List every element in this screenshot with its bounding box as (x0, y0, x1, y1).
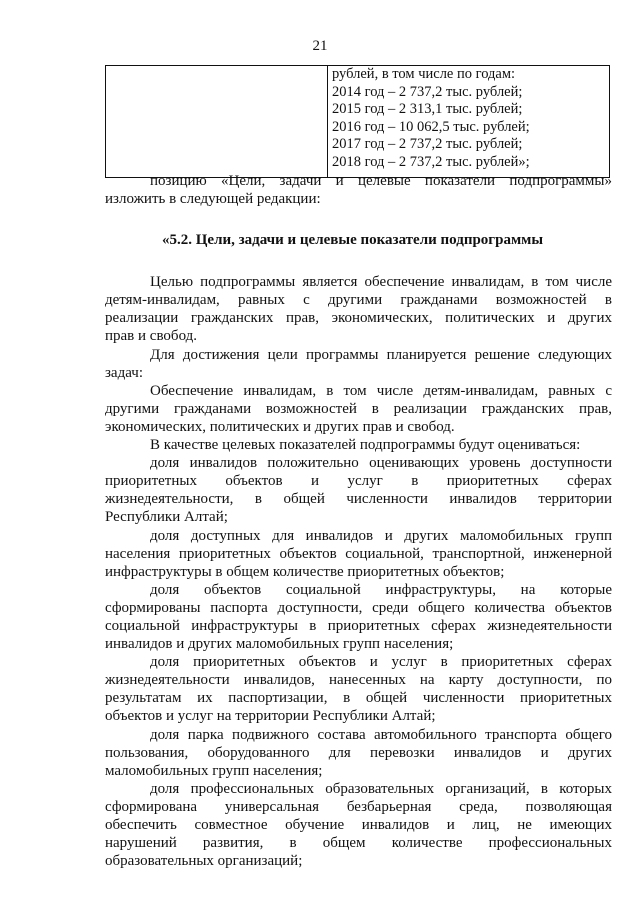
text-line: прав и свобод. (105, 328, 198, 345)
paragraph-goal (105, 273, 612, 345)
indicator-item (105, 780, 612, 870)
text-line: результатам их паспортизации, в общей численности приоритетных (105, 690, 612, 707)
text-line: обеспечить совместное обучение инвалидов и лиц, не имеющих (105, 817, 612, 833)
paragraph-tasks-intro (105, 346, 612, 382)
table-cell-right (328, 66, 610, 178)
text-line: доля объектов социальной инфраструктуры, на которые (150, 581, 612, 598)
text-line: пользования, оборудованного для перевозки инвалидов и других (105, 744, 612, 761)
section-heading: «5.2. Цели, задачи и целевые показатели подпрограммы (162, 232, 544, 249)
text-line: другими гражданами возможностей в реализации гражданских прав, (105, 400, 612, 417)
text-line: Для достижения цели программы планируется решение следующих (150, 346, 612, 363)
page-number: 21 (312, 38, 328, 54)
text-line: жизнедеятельности, в общей численности инвалидов территории (105, 491, 612, 508)
text-line: изложить в следующей редакции: (105, 191, 321, 208)
funding-year-2014: 2014 год – 2 737,2 тыс. рублей; (332, 83, 523, 100)
text-line: задач: (105, 364, 143, 381)
funding-year-2017: 2017 год – 2 737,2 тыс. рублей; (332, 136, 523, 153)
text-line: инвалидов и других маломобильных групп населения; (105, 636, 454, 653)
indicator-item (105, 581, 612, 653)
indicator-item (105, 454, 612, 526)
text-line: В качестве целевых показателей подпрограммы будут оцениваться: (150, 437, 581, 454)
text-line: социальной инфраструктуры в приоритетных сферах жизнедеятельности (105, 617, 612, 634)
text-line: реализации гражданских прав, экономических, политических и других (105, 310, 612, 327)
indicator-item (105, 653, 612, 725)
funding-total-line: рублей, в том числе по годам: (332, 66, 516, 82)
table-row (106, 66, 610, 178)
funding-year-2015: 2015 год – 2 313,1 тыс. рублей; (332, 101, 523, 118)
text-line: образовательных организаций; (105, 853, 303, 870)
indicator-item (105, 726, 612, 780)
text-line: экономических, политических и других прав и свобод. (105, 418, 455, 435)
budget-table (105, 65, 610, 178)
funding-year-2016: 2016 год – 10 062,5 тыс. рублей; (332, 118, 530, 135)
text-line: доля доступных для инвалидов и других маломобильных групп (150, 527, 612, 544)
text-line: инфраструктуры в общем количестве приоритетных объектов; (105, 563, 505, 580)
text-line: Республики Алтай; (105, 509, 228, 526)
text-line: сформированы паспорта доступности, среди общего количества объектов (105, 599, 612, 616)
text-line: доля приоритетных объектов и услуг в приоритетных сферах (150, 654, 612, 671)
text-line: объектов и услуг на территории Республики Алтай; (105, 708, 436, 725)
text-line: доля профессиональных образовательных организаций, в которых (150, 780, 612, 797)
text-line: Обеспечение инвалидам, в том числе детям-инвалидам, равных с (150, 382, 612, 399)
paragraph-indicators-intro (105, 436, 612, 454)
intro-paragraph (105, 172, 612, 208)
text-line: сформирована универсальная безбарьерная среда, позволяющая (105, 798, 612, 815)
text-line: позицию «Цели, задачи и целевые показатели подпрограммы» (150, 173, 612, 189)
text-line: приоритетных объектов и услуг в приоритетных сферах (105, 473, 612, 490)
table-cell-left (106, 66, 328, 178)
text-line: Целью подпрограммы является обеспечение инвалидам, в том числе (150, 274, 612, 291)
funding-year-2018: 2018 год – 2 737,2 тыс. рублей»; (332, 153, 530, 170)
text-line: населения приоритетных объектов социальной, транспортной, инженерной (105, 545, 612, 562)
indicator-item (105, 527, 612, 581)
document-body (105, 172, 612, 870)
text-line: нарушений развития, в общем количестве профессиональных (105, 835, 612, 852)
paragraph-task (105, 382, 612, 436)
text-line: жизнедеятельности инвалидов, нанесенных на карту доступности, по (105, 672, 612, 689)
text-line: доля инвалидов положительно оценивающих уровень доступности (150, 455, 612, 472)
text-line: детям-инвалидам, равных с другими гражданами возможностей в (105, 292, 612, 309)
text-line: маломобильных групп населения; (105, 762, 323, 779)
text-line: доля парка подвижного состава автомобильного транспорта общего (150, 726, 612, 743)
